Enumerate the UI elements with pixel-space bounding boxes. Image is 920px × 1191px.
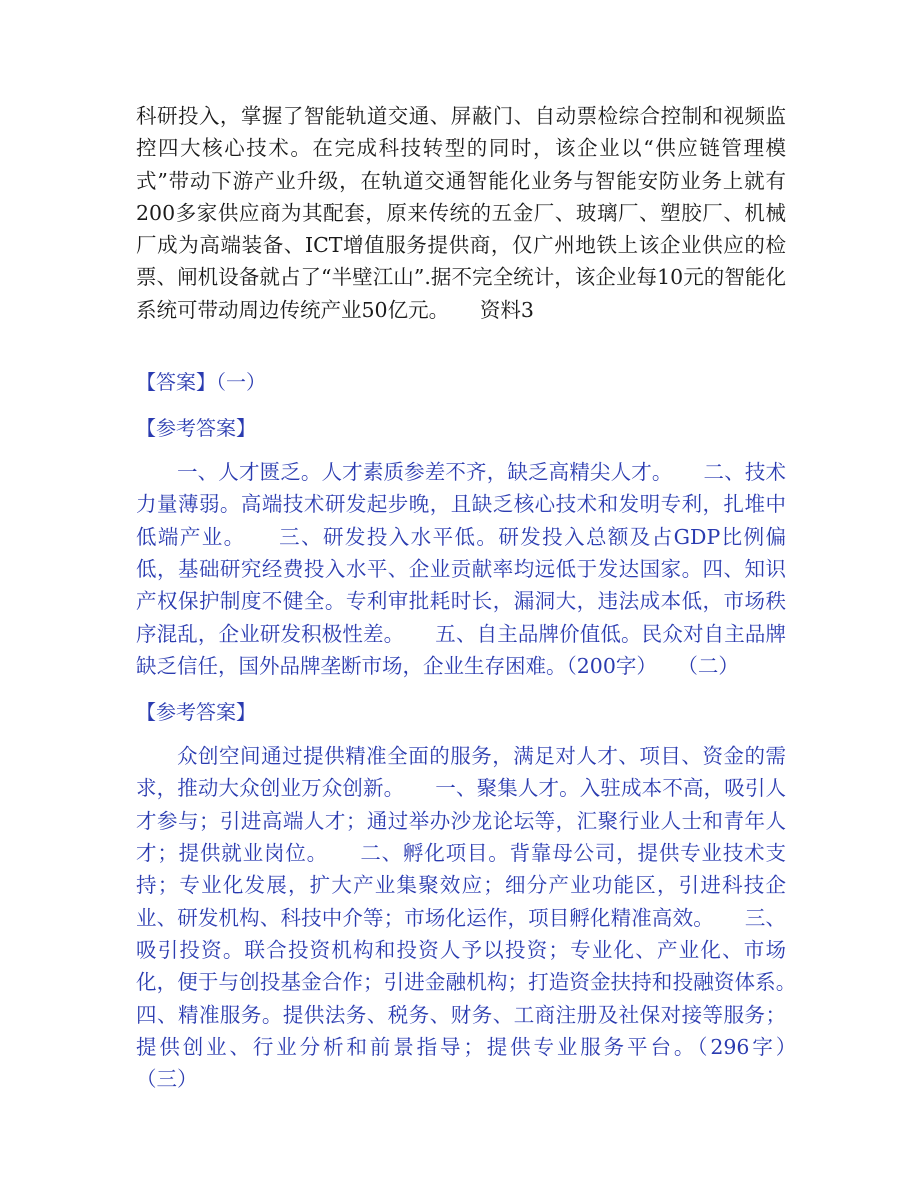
answer-heading: 【答案】（一） [136, 370, 266, 395]
reference-answer-2: 众创空间通过提供精准全面的服务，满足对人才、项目、资金的需求，推动大众创业万众创新。 一、聚集人才。入驻成本不高，吸引人才参与；引进高端人才；通过举办沙龙论坛等，汇聚行业人士和青年人才；提供就业岗位。 二、孵化项目。背靠母公司，提供专业技术支持；专业化发展，扩大产业集聚效应；细分产业功能区，引进科技企业、研发机构、科技中介等；市场化运作，项目孵化精准高效。 三、吸引投资。联合投资机构和投资人予以投资；专业化、产业化、市场化，便于与创投基金合作；引进金融机构；打造资金扶持和投融资体系。 四、精准服务。提供法务、税务、财务、工商注册及社保对接等服务；提供创业、行业分析和前景指导；提供专业服务平台。（296字） （三） [136, 744, 827, 1092]
reference-answer-heading-1: 【参考答案】 [136, 416, 256, 441]
document-page [136, 100, 827, 1095]
material-paragraph: 科研投入，掌握了智能轨道交通、屏蔽门、自动票检综合控制和视频监控四大核心技术。在完成科技转型的同时，该企业以“供应链管理模式”带动下游产业升级，在轨道交通智能化业务与智能安防业务上就有200多家供应商为其配套，原来传统的五金厂、玻璃厂、塑胶厂、机械厂成为高端装备、ICT增值服务提供商，仅广州地铁上该企业供应的检票、闸机设备就占了“半壁江山”.据不完全统计，该企业每10元的智能化系统可带动周边传统产业50亿元。 资料3 [136, 104, 786, 322]
reference-answer-heading-2: 【参考答案】 [136, 700, 256, 725]
reference-answer-1: 一、人才匮乏。人才素质参差不齐，缺乏高精尖人才。 二、技术力量薄弱。高端技术研发起步晚，且缺乏核心技术和发明专利，扎堆中低端产业。 三、研发投入水平低。研发投入总额及占GDP比例偏低，基础研究经费投入水平、企业贡献率均远低于发达国家。四、知识产权保护制度不健全。专利审批耗时长，漏洞大，违法成本低，市场秩序混乱，企业研发积极性差。 五、自主品牌价值低。民众对自主品牌缺乏信任，国外品牌垄断市场，企业生存困难。（200字） （二） [136, 460, 786, 678]
